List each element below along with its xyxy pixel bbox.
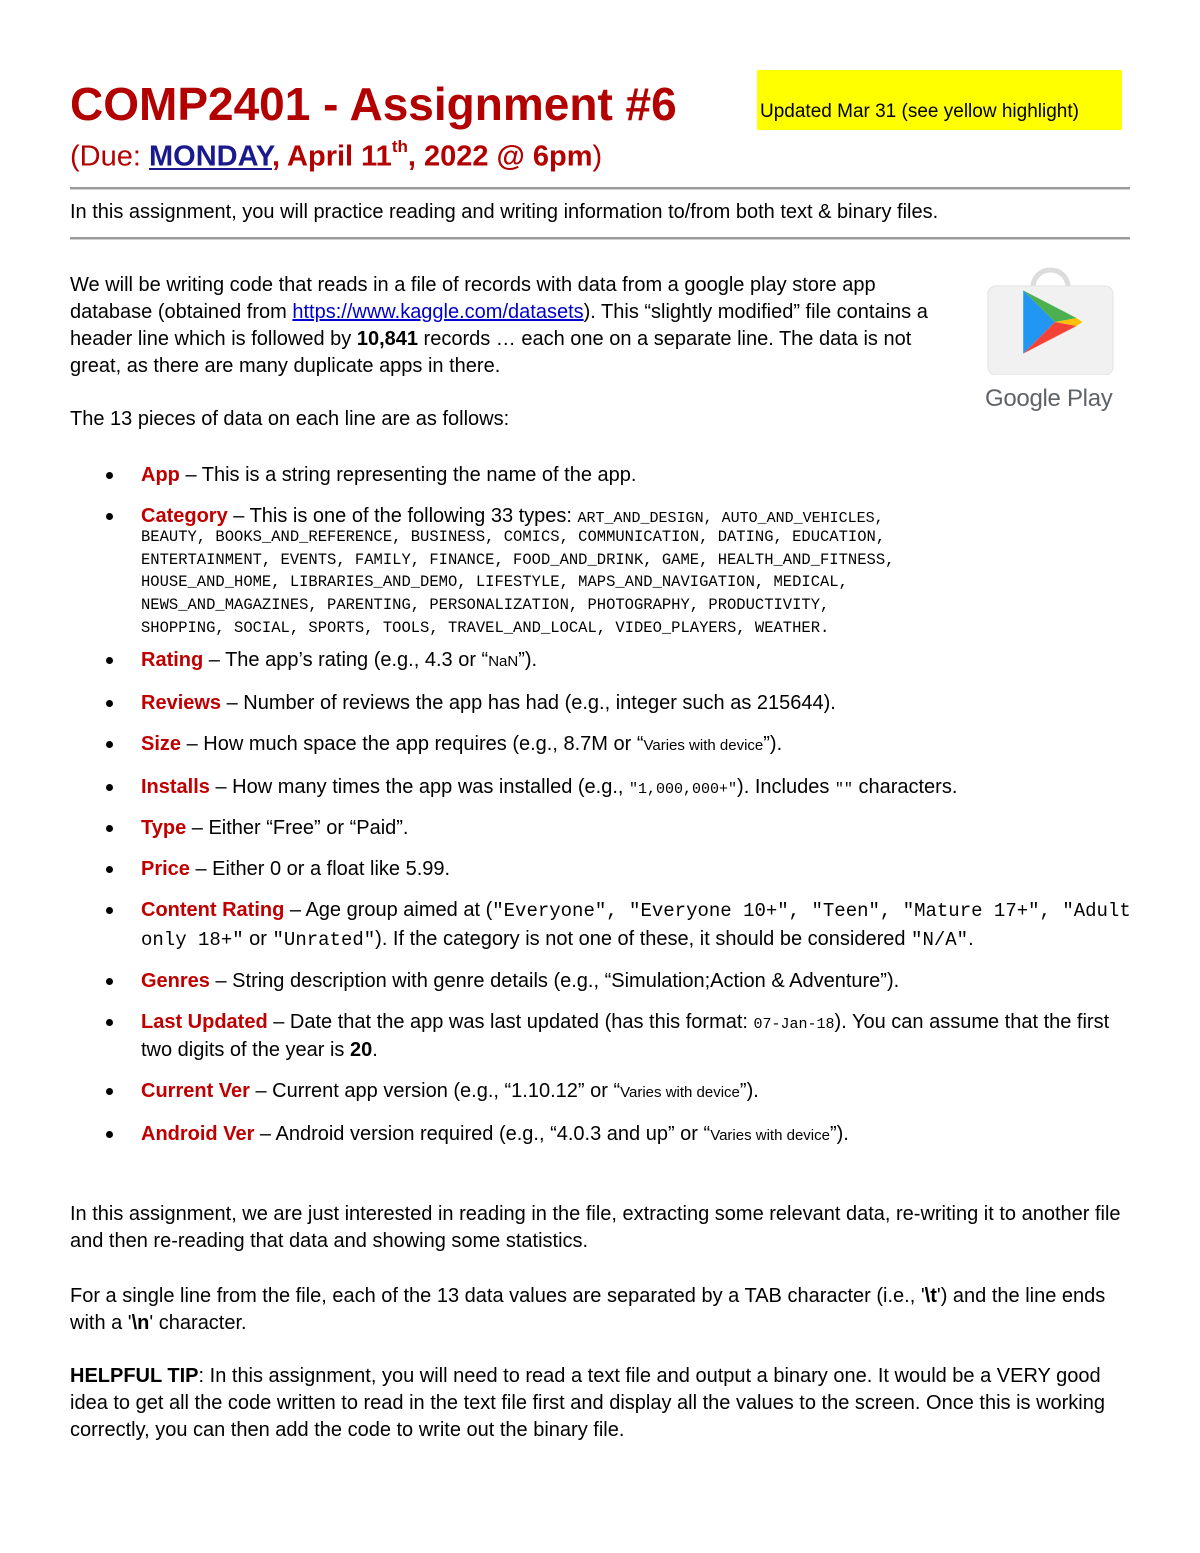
field-desc: – The app’s rating (e.g., 4.3 or “ [203,648,489,671]
list-item [100,1008,1140,1064]
field-desc-mid: ). You can assume that the first two digits of the year is [141,1010,1110,1061]
list-item [100,855,1140,883]
due-open: (Due: [70,140,149,173]
field-desc-end: . [372,1038,378,1061]
field-desc-end: . [968,927,974,950]
field-term: Type [141,816,187,839]
list-item [100,689,1140,717]
field-desc: – String description with genre details (e.g., “Simulation;Action & Adventure”). [209,969,900,992]
bullet-icon [106,784,113,791]
list-item [100,461,1140,489]
field-desc: – How many times the app was installed (e.g., [209,775,630,798]
field-term: Size [141,732,182,755]
field-desc: – Either “Free” or “Paid”. [186,816,409,839]
field-desc: – Number of reviews the app has had (e.g., integer such as 215644). [221,691,836,714]
field-desc-end: ”). [829,1122,849,1145]
field-example: "Everyone", "Everyone 10+", "Teen", "Mature 17+", "Adult only 18+" [141,899,1131,951]
field-term: Current Ver [141,1079,250,1102]
bullet-icon [106,657,113,664]
field-example: 1.10.12 [511,1079,578,1102]
list-item [100,1120,1140,1150]
field-term: Rating [141,648,204,671]
record-count: 10,841 [356,328,418,350]
list-item [100,773,1140,801]
field-term: Last Updated [141,1010,268,1033]
bullet-icon [106,907,113,914]
field-example: "1,000,000+" [629,780,738,798]
due-sup: th [391,137,408,156]
field-term: Price [141,857,190,880]
tip-text: : In this assignment, you will need to read a text file and output a binary one. It would be a VERY good idea to get all the code written to read in the text file first and display all the values to the screen. Once this is working correctly, you can then add the code to write out the binary file. [70,1365,1105,1441]
field-desc-end: ”). [518,648,538,671]
field-term: Installs [141,775,210,798]
list-item [100,896,1140,954]
field-desc-mid: ). If the category is not one of these, it should be considered [375,927,912,950]
bullet-icon [106,825,113,832]
tab-char: \t [924,1285,937,1307]
bullet-icon [106,700,113,707]
due-date [70,128,602,179]
p4-text: For a single line from the file, each of the 13 data values are separated by a TAB character (i.e., ' [70,1285,925,1307]
field-desc-mid: ” or “ [667,1122,711,1145]
bullet-icon [106,978,113,985]
due-mid: , April 11 [272,140,392,173]
list-item [100,967,1140,995]
field-term: Android Ver [141,1122,255,1145]
category-type-line: ART_AND_DESIGN, AUTO_AND_VEHICLES, [577,510,884,527]
field-desc-mid: ). Includes [737,775,835,798]
field-example: Varies with device [620,1083,740,1101]
field-example: 20 [349,1038,373,1061]
paragraph-format [70,1283,1130,1337]
field-term: Category [141,505,228,527]
field-example: "Unrated" [272,928,376,951]
due-close: ) [592,140,603,173]
due-rest: , 2022 @ 6pm [407,140,593,173]
field-example: 07-Jan-18 [753,1015,835,1033]
bullet-icon [106,472,113,479]
google-play-label: Google Play [985,385,1113,412]
field-example: NaN [488,652,519,670]
category-type-line: ENTERTAINMENT, EVENTS, FAMILY, FINANCE, FOOD_AND_DRINK, GAME, HEALTH_AND_FITNESS, [141,550,895,569]
field-desc: – Either 0 or a float like 5.99. [189,857,451,880]
p4-text-2: ') and the line ends with a ' [70,1285,1106,1334]
bullet-icon [106,866,113,873]
category-type-line: NEWS_AND_MAGAZINES, PARENTING, PERSONALIZATION, PHOTOGRAPHY, PRODUCTIVITY, [141,596,830,615]
p1-text: We will be writing code that reads in a file of records with data from a google play store app database (obtained from [70,274,876,323]
kaggle-link[interactable]: https://www.kaggle.com/datasets [292,301,584,323]
paragraph-dataset [70,272,955,380]
field-term: Content Rating [141,898,285,921]
field-term: Reviews [141,691,222,714]
newline-char: \n [131,1312,150,1334]
title-row [70,72,677,136]
field-example: "" [834,780,853,798]
p1-text-2: ). This “slightly modified” file contains a header line which is followed by [70,301,928,350]
field-desc: – Current app version (e.g., “ [249,1079,512,1102]
field-example: 4.0.3 and up [556,1122,668,1145]
intro-text: In this assignment, you will practice reading and writing information to/from both text & binary files. [70,201,939,223]
tip-label: HELPFUL TIP [70,1365,199,1387]
field-desc: – This is a string representing the name of the app. [179,464,637,486]
list-item [100,814,1140,842]
field-example: Varies with device [643,736,764,754]
field-desc-mid: or [243,927,273,950]
field-list [100,461,1140,1163]
field-desc: – Date that the app was last updated (has this format: [267,1010,754,1033]
google-play-icon [983,250,1118,375]
bullet-icon [106,1131,113,1138]
list-item [100,502,1140,640]
page-title: COMP2401 - Assignment #6 [70,78,677,130]
category-types [141,526,1140,640]
bullet-icon [106,1019,113,1026]
p4-text-3: ' character. [149,1312,247,1334]
list-item [100,1077,1140,1107]
field-example: "N/A" [911,928,969,951]
category-type-line: BEAUTY, BOOKS_AND_REFERENCE, BUSINESS, COMICS, COMMUNICATION, DATING, EDUCATION, [141,528,886,546]
field-term: App [141,464,180,486]
field-desc: – Age group aimed at ( [284,898,493,921]
divider [70,237,1130,240]
p1-text-3: records … each one on a separate line. The data is not great, as there are many duplicate apps in there. [70,328,912,377]
list-item [100,646,1140,676]
paragraph-fields-intro: The 13 pieces of data on each line are as follows: [70,408,510,430]
field-example: Varies with device [710,1126,830,1144]
field-term: Genres [141,969,210,992]
category-type-line: HOUSE_AND_HOME, LIBRARIES_AND_DEMO, LIFESTYLE, MAPS_AND_NAVIGATION, MEDICAL, [141,573,848,592]
bullet-icon [106,1088,113,1095]
field-desc-end: ”). [763,732,783,755]
field-desc-end: characters. [852,775,958,798]
list-item [100,730,1140,760]
due-day: MONDAY [148,140,272,173]
field-desc: – This is one of the following 33 types: [227,505,578,527]
bullet-icon [106,513,113,520]
field-desc-end: ”). [739,1079,759,1102]
paragraph-overview: In this assignment, we are just interested in reading in the file, extracting some relevant data, re-writing it to another file and then re-reading that data and showing some statistics. [70,1203,1121,1252]
bullet-icon [106,741,113,748]
update-note: Updated Mar 31 (see yellow highlight) [757,70,1122,130]
field-desc: – Android version required (e.g., “ [254,1122,557,1145]
field-desc-mid: ” or “ [577,1079,621,1102]
category-type-line: SHOPPING, SOCIAL, SPORTS, TOOLS, TRAVEL_AND_LOCAL, VIDEO_PLAYERS, WEATHER. [141,618,830,637]
paragraph-tip [70,1363,1135,1444]
field-desc: – How much space the app requires (e.g., 8.7M or “ [181,732,644,755]
divider [70,187,1130,190]
